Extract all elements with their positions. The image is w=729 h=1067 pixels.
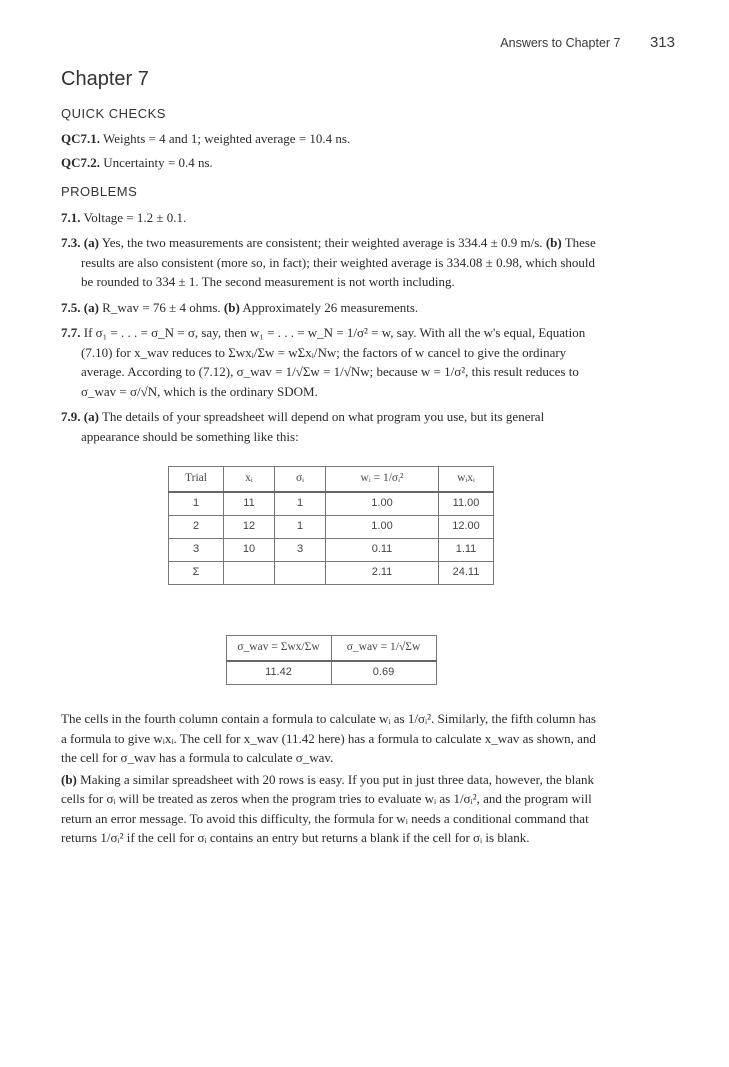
table-cell: 3 bbox=[275, 539, 326, 562]
summary-header-sigma: σ_wav = 1/√Σw bbox=[331, 636, 436, 662]
quick-checks-heading: QUICK CHECKS bbox=[61, 105, 166, 121]
table-cell: 11.00 bbox=[439, 492, 494, 516]
problem-7-3-label: 7.3. bbox=[61, 235, 81, 250]
problem-7-9-b bbox=[61, 770, 601, 848]
page-content bbox=[61, 66, 601, 848]
problem-7-5-b-text: Approximately 26 measurements. bbox=[242, 299, 419, 315]
table-cell: 1.00 bbox=[326, 516, 439, 539]
problem-7-9-continued bbox=[61, 709, 601, 848]
problem-7-5-a-label: (a) bbox=[83, 299, 99, 315]
table-cell: 0.11 bbox=[326, 539, 439, 562]
problem-7-7-label: 7.7. bbox=[61, 325, 81, 340]
table-row bbox=[169, 539, 494, 562]
summary-table bbox=[226, 635, 437, 685]
summary-value-row bbox=[226, 661, 436, 685]
table-cell: 12.00 bbox=[439, 516, 494, 539]
summary-value-sigma: 0.69 bbox=[331, 661, 436, 685]
header-weighted-x: wᵢxᵢ bbox=[439, 467, 494, 493]
table-cell: 1 bbox=[169, 492, 224, 516]
table-cell: 2 bbox=[169, 516, 224, 539]
spreadsheet-header-row bbox=[169, 467, 494, 493]
problem-7-7 bbox=[61, 323, 601, 401]
table-cell bbox=[275, 562, 326, 585]
problem-7-9-a-label: (a) bbox=[83, 409, 99, 424]
table-cell: 24.11 bbox=[439, 562, 494, 585]
spreadsheet-wrapper bbox=[61, 466, 601, 585]
problem-7-3-a-text: Yes, the two measurements are consistent; their weighted average is 334.4 ± 0.9 m/s. bbox=[101, 235, 543, 250]
summary-header-row bbox=[226, 636, 436, 662]
problem-7-5-label: 7.5. bbox=[61, 299, 81, 315]
page-number: 313 bbox=[649, 34, 675, 51]
table-row-sum bbox=[169, 562, 494, 585]
problem-7-5-b-label: (b) bbox=[223, 299, 240, 315]
problem-7-9-b-label: (b) bbox=[61, 771, 77, 787]
summary-wrapper bbox=[61, 605, 601, 685]
table-cell: Σ bbox=[169, 562, 224, 585]
problem-7-1-label: 7.1. bbox=[61, 209, 81, 225]
header-weight: wᵢ = 1/σᵢ² bbox=[326, 467, 439, 493]
problem-7-3-b-label: (b) bbox=[545, 235, 562, 250]
header-x: xᵢ bbox=[224, 467, 275, 493]
quick-check-1-text: Weights = 4 and 1; weighted average = 10.4 ns. bbox=[103, 131, 351, 146]
table-cell: 1.11 bbox=[439, 539, 494, 562]
problem-7-9-b-text: Making a similar spreadsheet with 20 rows is easy. If you put in just three data, however, the blank cells for σᵢ will be treated as zeros when the program tries to evaluate wᵢ as 1/σᵢ², and the program will return an error message. To avoid this difficulty, the formula for wᵢ needs a conditional command that returns 1/σᵢ² if the cell for σᵢ contains an entry but returns a blank if the cell for σᵢ is blank. bbox=[61, 771, 594, 845]
problem-7-9-label: 7.9. bbox=[61, 409, 81, 424]
summary-value-xwav: 11.42 bbox=[226, 661, 331, 685]
table-cell: 10 bbox=[224, 539, 275, 562]
table-row bbox=[169, 492, 494, 516]
running-head bbox=[500, 34, 675, 51]
header-trial: Trial bbox=[169, 467, 224, 493]
problem-7-1 bbox=[61, 208, 601, 228]
problem-7-9-a-text: The details of your spreadsheet will depend on what program you use, but its general appearance should be something like this: bbox=[81, 409, 545, 444]
problem-7-3 bbox=[61, 233, 601, 292]
table-cell: 1 bbox=[275, 492, 326, 516]
quick-check-2 bbox=[61, 153, 601, 173]
table-cell: 3 bbox=[169, 539, 224, 562]
header-sigma: σᵢ bbox=[275, 467, 326, 493]
problem-7-5-a-text: R_wav = 76 ± 4 ohms. bbox=[102, 299, 221, 315]
problem-7-9 bbox=[61, 407, 601, 446]
problem-7-3-b-text: These results are also consistent (more so, in fact); their weighted average is 334.08 ± 0.98, which should be rounded to 334 ± 1. The second measurement is not worth including. bbox=[81, 235, 596, 289]
problems-heading: PROBLEMS bbox=[61, 184, 138, 199]
problem-7-3-a-label: (a) bbox=[83, 235, 99, 250]
problem-7-9-after-a: The cells in the fourth column contain a formula to calculate wᵢ as 1/σᵢ². Similarly, the fifth column has a formula to give wᵢxᵢ. The cell for x_wav (11.42 here) has a formula to calculate x_wav as shown, and the cell for σ_wav has a formula to calculate σ_wav. bbox=[61, 711, 596, 765]
running-head-title: Answers to Chapter 7 bbox=[500, 36, 621, 50]
problem-7-1-text: Voltage = 1.2 ± 0.1. bbox=[83, 209, 187, 225]
table-cell: 2.11 bbox=[326, 562, 439, 585]
table-cell: 1.00 bbox=[326, 492, 439, 516]
table-cell: 1 bbox=[275, 516, 326, 539]
summary-header-xwav: σ_wav = Σwx/Σw bbox=[226, 636, 331, 662]
quick-check-2-text: Uncertainty = 0.4 ns. bbox=[103, 154, 213, 170]
quick-check-2-label: QC7.2. bbox=[61, 154, 100, 170]
quick-check-1-label: QC7.1. bbox=[61, 131, 100, 146]
table-row bbox=[169, 516, 494, 539]
spreadsheet-table bbox=[168, 466, 494, 585]
table-cell: 11 bbox=[224, 492, 275, 516]
problem-7-7-text: If σ₁ = . . . = σ_N = σ, say, then w₁ = . . . = w_N = 1/σ² = w, say. With all the w's equal, Equation (7.10) for x_wav reduces to Σwxᵢ/Σw = wΣxᵢ/Nw; the factors of w cancel to give the ordinary average. According to (7.12), σ_wav = 1/√Σw = 1/√Nw; because w = 1/σ², this result reduces to σ_wav = σ/√N, which is the ordinary SDOM. bbox=[81, 325, 586, 399]
quick-check-1 bbox=[61, 129, 601, 149]
chapter-title: Chapter 7 bbox=[61, 68, 149, 90]
table-cell: 12 bbox=[224, 516, 275, 539]
table-cell bbox=[224, 562, 275, 585]
problem-7-5 bbox=[61, 298, 601, 318]
